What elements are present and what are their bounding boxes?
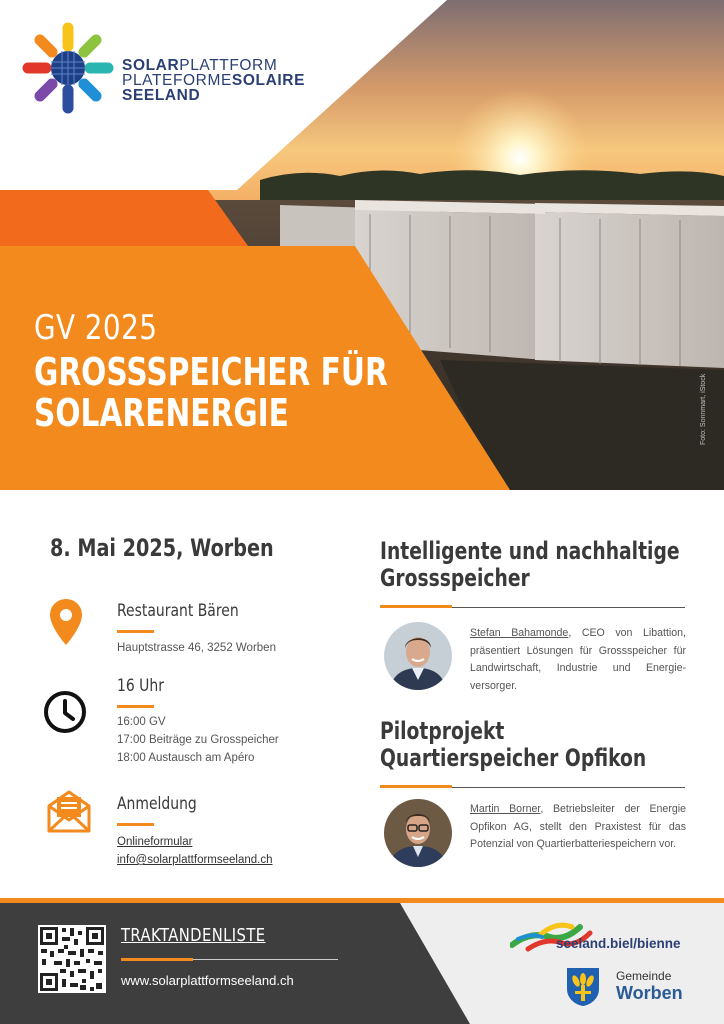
hero-section (0, 0, 724, 490)
photo-credit: Foto: Sonnmart, iStock (700, 373, 707, 445)
speaker1-description (470, 625, 686, 695)
speaker1-name[interactable]: Stefan Bahamonde (470, 627, 569, 639)
speaker1-bio: , CEO von Libattion, präsentiert Lösungen für Grossspeicher für Landwirtschaft, Industrie und Energie-versorger. (470, 627, 686, 692)
schedule-item: 18:00 Austausch am Apéro (117, 752, 255, 764)
talk1-accent (380, 605, 452, 608)
talk2-title (380, 718, 646, 772)
speaker1-avatar (384, 622, 452, 690)
location-pin-icon (49, 598, 83, 646)
qr-code-icon[interactable] (38, 925, 106, 993)
logo-solaire: SOLAIRE (231, 72, 306, 89)
footer-dark-panel (0, 903, 724, 1024)
logo-seeland: SEELAND (122, 87, 201, 104)
online-form-link[interactable]: Onlineformular (117, 836, 193, 848)
agenda-link[interactable]: TRAKTANDENLISTE (121, 925, 266, 946)
logo-plattform: PLATTFORM (179, 57, 278, 74)
speaker2-name[interactable]: Martin Borner (470, 803, 541, 815)
talk2-accent (380, 785, 452, 788)
venue-address: Hauptstrasse 46, 3252 Worben (117, 642, 276, 654)
speaker2-description (470, 801, 686, 854)
footer-accent (121, 958, 193, 961)
venue-accent (117, 630, 154, 633)
seeland-region-logo: seeland.biel/bienne (556, 936, 681, 951)
solar-plattform-logo-icon (22, 22, 114, 114)
venue-title: Restaurant Bären (117, 601, 239, 621)
logo-wordmark (122, 58, 305, 103)
event-date: 8. Mai 2025, Worben (50, 534, 274, 562)
gemeinde-label: Gemeinde (616, 969, 672, 983)
hero-heading-line1: GROSSSPEICHER FÜR (34, 350, 388, 394)
speaker2-avatar (384, 799, 452, 867)
schedule-item: 16:00 GV (117, 716, 166, 728)
hero-heading-line2: SOLARENERGIE (34, 391, 289, 435)
time-accent (117, 705, 154, 708)
speaker2-bio: , Betriebsleiter der Energie Opfikon AG, stellt den Praxistest für das Potenzial von Quartierbatteriespeichern vor. (470, 803, 686, 850)
website-link[interactable]: www.solarplattformseeland.ch (121, 973, 294, 988)
talk2-title-line2: Quartierspeicher Opfikon (380, 744, 647, 772)
registration-title: Anmeldung (117, 794, 197, 814)
schedule-item: 17:00 Beiträge zu Grosspeicher (117, 734, 279, 746)
talk1-title-line2: Grossspeicher (380, 564, 530, 592)
schedule-list (117, 713, 279, 767)
logo-plateforme: PLATEFORME (122, 72, 232, 89)
time-title: 16 Uhr (117, 676, 164, 696)
worben-crest-icon (566, 967, 600, 1007)
registration-links (117, 833, 273, 869)
logo-solar: SOLAR (122, 57, 180, 74)
footer (0, 903, 724, 1024)
talk2-title-line1: Pilotprojekt (380, 717, 505, 745)
email-link[interactable]: info@solarplattformseeland.ch (117, 854, 273, 866)
talk1-title (380, 538, 680, 592)
registration-accent (117, 823, 154, 826)
talk1-title-line1: Intelligente und nachhaltige (380, 537, 680, 565)
hero-title (34, 308, 488, 434)
clock-icon (43, 690, 87, 734)
gemeinde-name: Worben (616, 983, 683, 1003)
mail-icon (46, 788, 92, 834)
hero-kicker: GV 2025 (34, 308, 158, 348)
hero-heading (34, 352, 388, 434)
